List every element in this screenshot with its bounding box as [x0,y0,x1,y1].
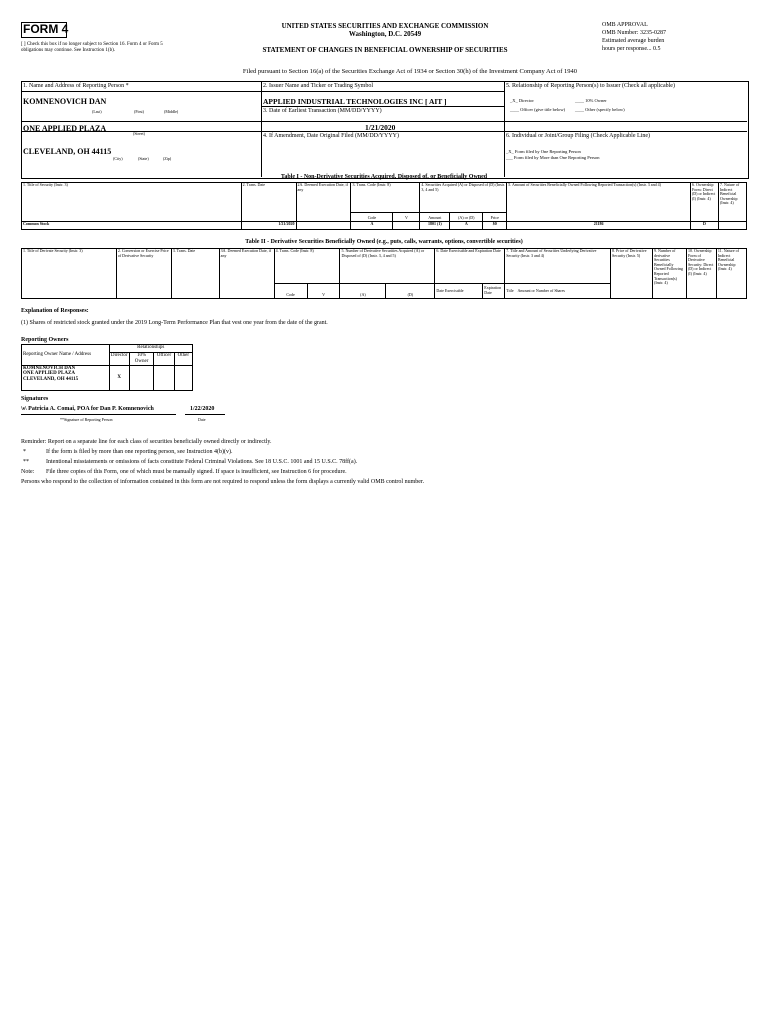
owners-col-10pct: 10% Owner [129,353,153,366]
reporting-owners-table [21,344,193,391]
t1-row-code: A [351,222,393,230]
t1-row-deemed [296,222,351,230]
explanation-note-1: (1) Shares of restricted stock granted under the 2019 Long-Term Performance Plan that vest one year from the date of the grant. [21,320,328,326]
owner-director-mark: X [109,365,129,390]
signature-date: 1/22/2020 [190,406,215,412]
owner-10pct-mark [129,365,153,390]
ten-percent-owner-check: ____ 10% Owner [575,98,607,103]
city-value: CLEVELAND, OH 44115 [23,147,112,156]
t2-col-number: 5. Number of Derivative Securities Acquired (A) or Disposed of (D) (Instr. 3, 4 and 5) [340,249,435,284]
t1-row-owned: 21186 [507,222,691,230]
t2-sub-title-amount [505,284,611,299]
divider [261,106,504,107]
t1-col-owned: 5. Amount of Securities Beneficially Owned Following Reported Transaction(s) (Instr. 3 and 4) [507,183,691,222]
box3-label: 3. Date of Earliest Transaction (MM/DD/YYYY) [263,108,382,114]
table-row [22,222,747,230]
signatures-heading: Signatures [21,396,49,402]
explanation-heading: Explanation of Responses: [21,308,89,314]
signature-label: **Signature of Reporting Person [60,417,113,422]
owner-city: CLEVELAND, OH 44115 [23,377,79,382]
t1-col-nature: 7. Nature of Indirect Beneficial Ownership (Instr. 4) [718,183,746,222]
omb-number: OMB Number: 3235-0287 [602,30,666,36]
issuer-name: APPLIED INDUSTRIAL TECHNOLOGIES INC [ AIT ] [263,97,447,106]
city-label: (City) [113,156,123,161]
t1-sub-v: V [393,213,420,222]
t2-sub-d: (D) [386,284,435,299]
t2-col-form: 10. Ownership Form of Derivative Security: Direct (D) or Indirect (I) (Instr. 4) [686,249,716,299]
date-label: Date [198,417,206,422]
t1-row-date: 1/21/2020 [241,222,296,230]
omb-burden-1: Estimated average burden [602,38,665,44]
t2-col-title: 1. Title of Derivate Security (Instr. 3) [22,249,117,299]
persons-notice: Persons who respond to the collection of information contained in this form are not required to respond unless the form displays a currently valid OMB control number. [21,479,425,485]
director-check: _X_ Director [510,98,534,103]
t2-sub-code: Code [274,284,307,299]
check-box-note: [ ] Check this box if no longer subject to Section 16. Form 4 or Form 5 obligations may continue. See Instruction 1(b). [21,42,163,53]
t1-sub-amount: Amount [420,213,450,222]
last-label: (Last) [92,109,102,114]
street-label: (Street) [133,131,145,136]
owners-col-other: Other [174,353,192,366]
t2-sub-expiration: Expiration Date [483,284,505,299]
divider [504,81,505,177]
omb-title: OMB APPROVAL [602,22,648,28]
agency-name: UNITED STATES SECURITIES AND EXCHANGE COMMISSION [281,22,489,30]
t1-row-form: D [690,222,718,230]
t2-sub-a: (A) [340,284,386,299]
t2-sub-title: Title [506,287,514,293]
note-mark: Note: [21,469,35,475]
table2-title: Table II - Derivative Securities Beneficially Owned (e.g., puts, calls, warrants, options, convertible securities) [245,239,523,245]
t2-col-date: 3. Trans. Date [171,249,219,299]
date-line [185,414,225,415]
note-text: File three copies of this Form, one of which must be manually signed. If space is insufficient, see Instruction 6 for procedure. [46,469,347,475]
signature-line [21,414,176,415]
t2-col-exercisable: 6. Date Exercisable and Expiration Date [435,249,505,284]
box4-label: 4. If Amendment, Date Original Filed (MM/DD/YYYY) [263,133,399,139]
t1-col-acquired: 4. Securities Acquired (A) or Disposed of (D) (Instr. 3, 4 and 5) [420,183,507,213]
t1-row-ad: A [450,222,483,230]
t2-col-code: 4. Trans. Code (Instr. 8) [274,249,340,284]
other-check: ____ Other (specify below) [575,107,625,112]
earliest-transaction-date: 1/21/2020 [365,123,396,132]
table1 [21,182,747,230]
owner-street: ONE APPLIED PLAZA [23,371,75,377]
t2-sub-exercisable: Date Exercisable [435,284,483,299]
t2-col-nature: 11. Nature of Indirect Beneficial Ownership (Instr. 4) [716,249,746,299]
divider [21,121,747,122]
one-person-filing: _X_ Form filed by One Reporting Person [506,149,581,154]
t2-col-underlying: 7. Title and Amount of Securities Underlying Derivative Security (Instr. 3 and 4) [505,249,611,284]
filed-pursuant: Filed pursuant to Section 16(a) of the Securities Exchange Act of 1934 or Section 30(h) of the Investment Company Act of 1940 [242,68,578,75]
divider [21,91,504,92]
t2-sub-amount: Amount or Number of Shares [517,287,565,293]
zip-label: (Zip) [163,156,172,161]
owner-name-address [22,365,110,390]
box1-label: 1. Name and Address of Reporting Person * [23,83,129,89]
t1-col-form: 6. Ownership Form: Direct (D) or Indirect (I) (Instr. 4) [690,183,718,222]
t2-col-price: 2. Conversion or Exercise Price of Derivative Security [116,249,171,299]
owner-name: KOMNENOVICH DAN [23,365,76,371]
t1-col-date: 2. Trans. Date [241,183,296,222]
t2-sub-v: V [307,284,340,299]
t1-col-deemed: 2A. Deemed Execution Date, if any [296,183,351,222]
agency-location: Washington, D.C. 20549 [348,30,422,38]
t1-row-title: Common Stock [22,222,242,230]
table2 [21,248,747,299]
footnote-double-star-mark: ** [23,459,29,465]
t1-row-price: $0 [483,222,507,230]
t2-col-deemed: 3A. Deemed Execution Date, if any [219,249,274,299]
officer-check: ____ Officer (give title below) [510,107,566,112]
t1-row-v [393,222,420,230]
owner-other-mark [174,365,192,390]
owners-heading: Reporting Owners [21,337,69,343]
t1-sub-price: Price [483,213,507,222]
t2-col-owned: 9. Number of derivative Securities Beneficially Owned Following Reported Transaction(s) (Instr. 4) [652,249,686,299]
box2-label: 2. Issuer Name and Ticker or Trading Symbol [263,83,373,89]
t1-sub-code: Code [351,213,393,222]
form-title: FORM 4 [23,22,69,36]
footnote-star: If the form is filed by more than one reporting person, see Instruction 4(b)(v). [46,449,233,455]
owners-col-relationships: Relationships [109,345,192,353]
t1-row-amount: 1801 (1) [420,222,450,230]
owners-col-name: Reporting Owner Name / Address [22,345,110,366]
t1-col-title: 1. Title of Security (Instr. 3) [22,183,242,222]
footnote-star-mark: * [23,449,26,455]
reporting-person-name: KOMNENOVICH DAN [23,97,107,106]
street-value: ONE APPLIED PLAZA [23,124,107,133]
t1-sub-ad: (A) or (D) [450,213,483,222]
table1-title: Table I - Non-Derivative Securities Acquired, Disposed of, or Beneficially Owned [280,174,488,180]
state-label: (State) [138,156,149,161]
table-row [22,365,193,390]
reminder: Reminder: Report on a separate line for each class of securities beneficially owned directly or indirectly. [21,439,272,445]
owners-col-officer: Officer [154,353,174,366]
first-label: (First) [134,109,144,114]
middle-label: (Middle) [164,109,179,114]
signer-name: \s\ Patricia A. Comai, POA for Dan P. Komnenovich [21,406,154,412]
box5-label: 5. Relationship of Reporting Person(s) to Issuer (Check all applicable) [506,83,675,89]
statement-title: STATEMENT OF CHANGES IN BENEFICIAL OWNERSHIP OF SECURITIES [262,46,508,54]
box6-label: 6. Individual or Joint/Group Filing (Check Applicable Line) [506,133,650,139]
multi-person-filing: ___ Form filed by More than One Reporting Person [506,155,600,160]
omb-burden-2: hours per response... 0.5 [602,46,661,52]
footnote-double-star: Intentional misstatements or omissions of facts constitute Federal Criminal Violations. See 18 U.S.C. 1001 and 15 U.S.C. 78ff(a). [46,459,358,465]
owner-officer-mark [154,365,174,390]
t1-col-code: 3. Trans. Code (Instr. 8) [351,183,420,213]
t2-col-deriv-price: 8. Price of Derivative Security (Instr. 5) [611,249,653,299]
owners-col-director: Director [109,353,129,366]
t1-row-nature [718,222,746,230]
divider [261,81,262,177]
